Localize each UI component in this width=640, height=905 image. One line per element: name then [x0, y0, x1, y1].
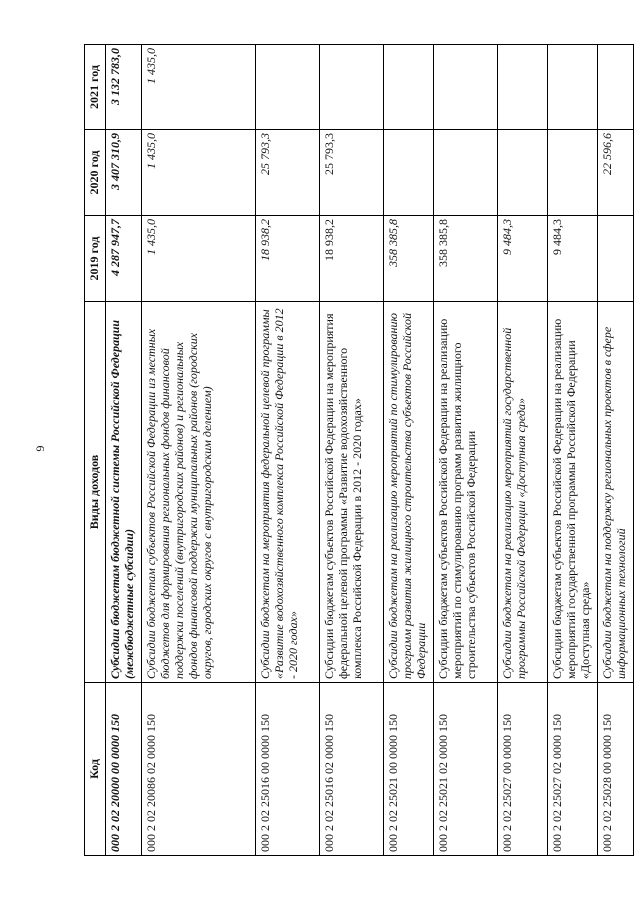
row-code: 000 2 02 20086 02 0000 150 [142, 683, 256, 856]
row-code: 000 2 02 25016 02 0000 150 [320, 683, 384, 856]
row-value-2019 [598, 216, 634, 302]
row-value-2021 [434, 45, 498, 130]
table-row [320, 45, 384, 856]
row-code: 000 2 02 20000 00 0000 150 [106, 683, 142, 856]
row-revenue-type: Субсидии бюджетам на реализацию мероприятий по стимулированию программ развития жилищного строительства субъектов Российской Федерации [384, 302, 434, 683]
table-row [598, 45, 634, 856]
header-2019: 2019 год [85, 216, 106, 302]
row-value-2021: 1 435,0 [142, 45, 256, 130]
row-code: 000 2 02 25027 02 0000 150 [548, 683, 598, 856]
table-row [498, 45, 548, 856]
row-value-2020: 25 793,3 [320, 130, 384, 216]
table-row [384, 45, 434, 856]
row-value-2019: 18 938,2 [256, 216, 320, 302]
row-value-2021 [256, 45, 320, 130]
table-row [434, 45, 498, 856]
revenue-table [84, 44, 634, 856]
table-header-row [85, 45, 106, 856]
header-revenue-type: Виды доходов [85, 302, 106, 683]
row-revenue-type: Субсидии бюджетам субъектов Российской Федерации на реализацию мероприятий по стимулированию программ развития жилищного строительства субъектов Российской Федерации [434, 302, 498, 683]
header-2021: 2021 год [85, 45, 106, 130]
row-value-2019: 9 484,3 [548, 216, 598, 302]
page-number: 6 [33, 445, 48, 452]
row-value-2021 [320, 45, 384, 130]
row-code: 000 2 02 25016 00 0000 150 [256, 683, 320, 856]
row-code: 000 2 02 25021 02 0000 150 [434, 683, 498, 856]
row-code: 000 2 02 25021 00 0000 150 [384, 683, 434, 856]
row-revenue-type: Субсидии бюджетам субъектов Российской Федерации на мероприятия федеральной целевой программы «Развитие водохозяйственного комплекса Российской Федерации в 2012 - 2020 годах» [320, 302, 384, 683]
row-revenue-type: Субсидии бюджетам субъектов Российской Федерации на реализацию мероприятий государственной программы Российской Федерации «Доступная среда» [548, 302, 598, 683]
row-value-2020 [384, 130, 434, 216]
table-body [106, 45, 634, 856]
row-value-2021 [548, 45, 598, 130]
table-row [548, 45, 598, 856]
row-value-2020: 25 793,3 [256, 130, 320, 216]
row-value-2020 [548, 130, 598, 216]
rotated-table-wrapper [84, 45, 633, 856]
table-row [106, 45, 142, 856]
row-revenue-type: Субсидии бюджетам на реализацию мероприятий государственной программы Российской Федерации «Доступная среда» [498, 302, 548, 683]
row-value-2019: 4 287 947,7 [106, 216, 142, 302]
row-revenue-type: Субсидии бюджетам на поддержку региональных проектов в сфере информационных технологий [598, 302, 634, 683]
row-value-2019: 358 385,8 [434, 216, 498, 302]
row-code: 000 2 02 25028 00 0000 150 [598, 683, 634, 856]
row-value-2020: 1 435,0 [142, 130, 256, 216]
header-code: Код [85, 683, 106, 856]
row-value-2020: 3 407 310,9 [106, 130, 142, 216]
row-value-2021 [498, 45, 548, 130]
row-value-2021 [598, 45, 634, 130]
row-revenue-type: Субсидии бюджетам на мероприятия федеральной целевой программы «Развитие водохозяйственного комплекса Российской Федерации в 2012 - 2020 годах» [256, 302, 320, 683]
row-value-2020 [434, 130, 498, 216]
header-2020: 2020 год [85, 130, 106, 216]
row-revenue-type: Субсидии бюджетам субъектов Российской Федерации из местных бюджетов для формирования региональных фондов финансовой поддержки поселений (внутригородских районов) и региональных фондов финансовой поддержки муниципальных районов (городских округов, городских округов с внутригородским делением) [142, 302, 256, 683]
table-row [142, 45, 256, 856]
row-value-2019: 18 938,2 [320, 216, 384, 302]
row-revenue-type: Субсидии бюджетам бюджетной системы Российской Федерации (межбюджетные субсидии) [106, 302, 142, 683]
table-row [256, 45, 320, 856]
row-value-2021: 3 132 783,0 [106, 45, 142, 130]
row-code: 000 2 02 25027 00 0000 150 [498, 683, 548, 856]
row-value-2019: 358 385,8 [384, 216, 434, 302]
row-value-2019: 9 484,3 [498, 216, 548, 302]
row-value-2019: 1 435,0 [142, 216, 256, 302]
row-value-2020: 22 596,6 [598, 130, 634, 216]
row-value-2021 [384, 45, 434, 130]
row-value-2020 [498, 130, 548, 216]
